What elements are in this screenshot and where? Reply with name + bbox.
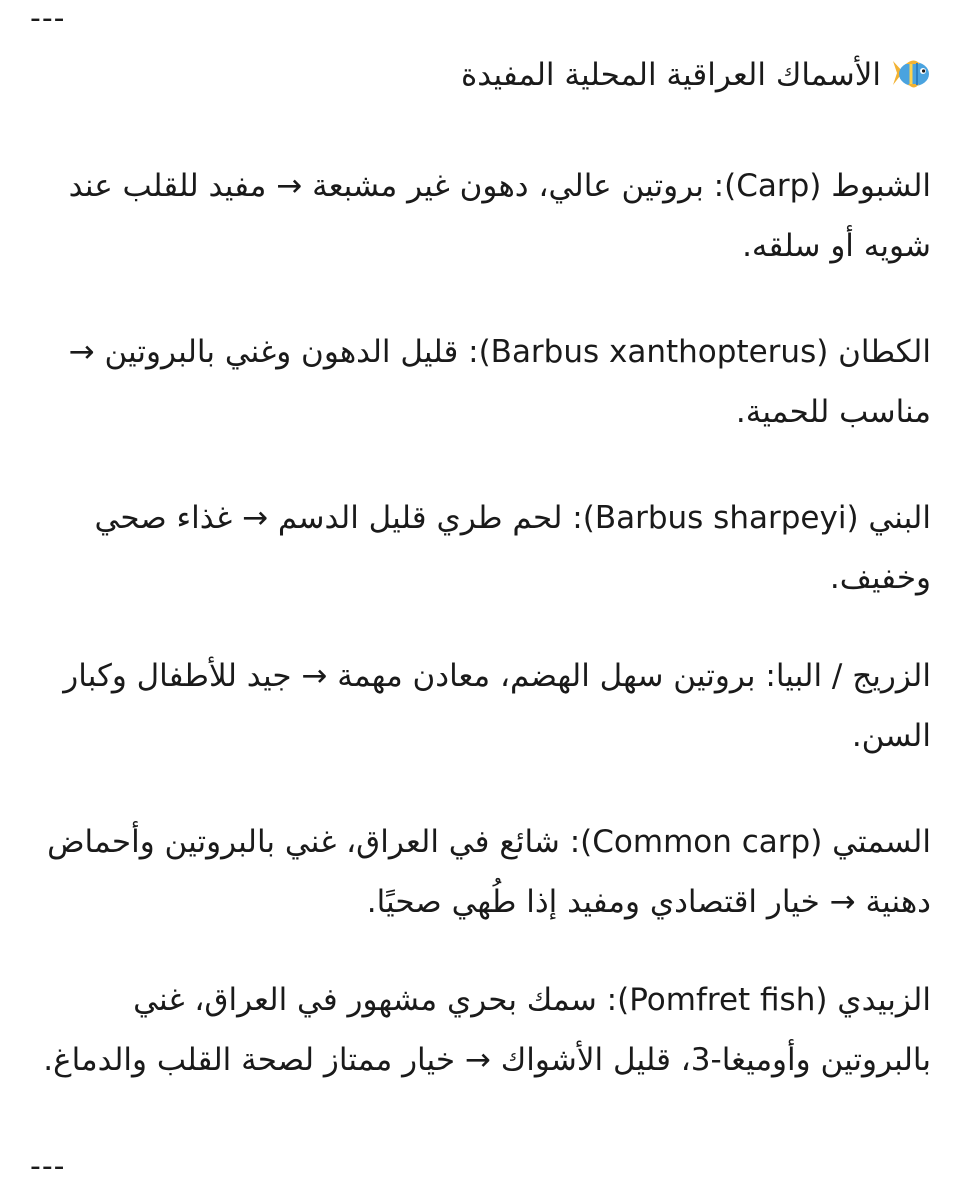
paragraph-pomfret: الزبيدي (Pomfret fish): سمك بحري مشهور في العراق، غني بالبروتين وأوميغا-3، قليل الأشواك → خيار ممتاز لصحة القلب والدماغ.: [43, 982, 931, 1078]
paragraph-common-carp: السمتي (Common carp): شائع في العراق، غني بالبروتين وأحماض دهنية → خيار اقتصادي ومفيد إذا طُهي صحيًا.: [47, 824, 931, 920]
top-separator: ---: [30, 1, 66, 36]
paragraph-barbus-sharpeyi: البني (Barbus sharpeyi): لحم طري قليل الدسم → غذاء صحي وخفيف.: [94, 500, 931, 596]
paragraph-barbus-xanthopterus: الكطان (Barbus xanthopterus): قليل الدهون وغني بالبروتين → مناسب للحمية.: [68, 334, 931, 430]
bottom-separator: ---: [30, 1149, 66, 1184]
page-title-row: [51, 52, 931, 98]
paragraph-zarij: الزريج / البيا: بروتين سهل الهضم، معادن مهمة → جيد للأطفال وكبار السن.: [63, 658, 931, 754]
tropical-fish-icon: [889, 55, 931, 93]
page-title: الأسماك العراقية المحلية المفيدة: [460, 57, 881, 93]
paragraph-carp: الشبوط (Carp): بروتين عالي، دهون غير مشبعة → مفيد للقلب عند شويه أو سلقه.: [68, 168, 931, 264]
